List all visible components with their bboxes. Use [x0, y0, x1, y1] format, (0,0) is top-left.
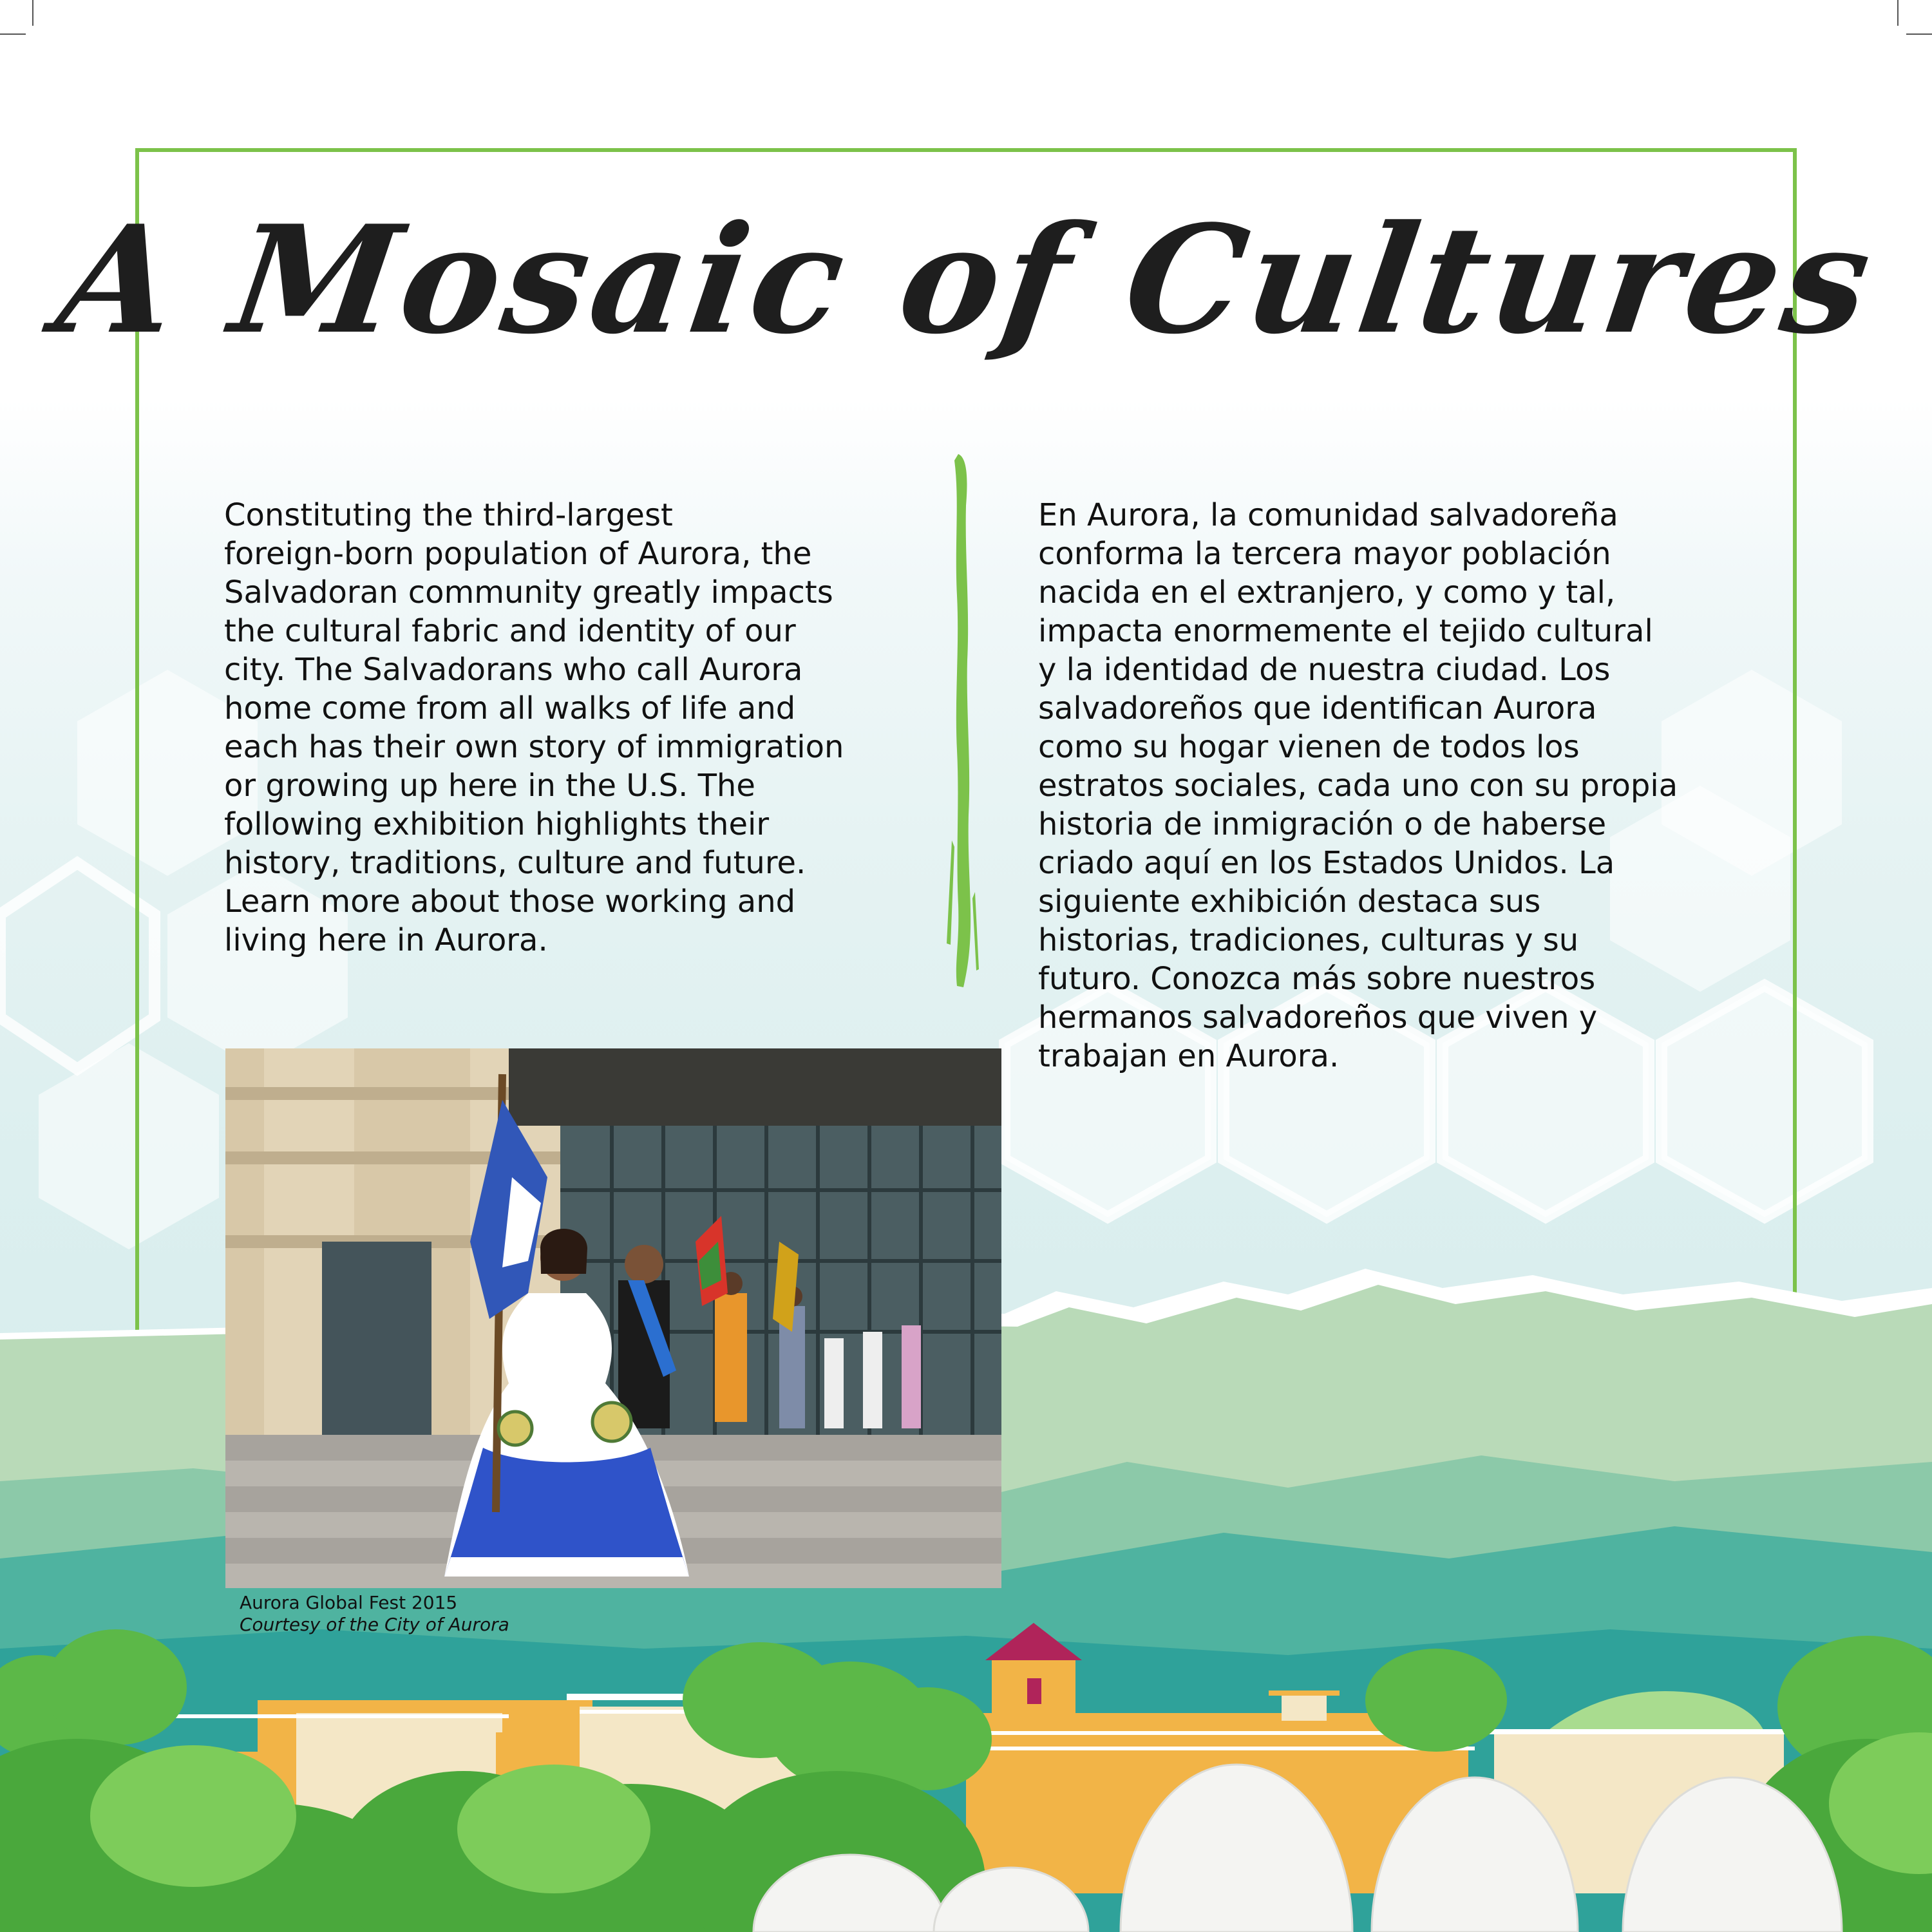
photo-caption — [240, 1592, 509, 1636]
page-title: A Mosaic of Cultures — [48, 193, 1884, 367]
event-photo — [225, 1048, 1001, 1588]
caption-title: Aurora Global Fest 2015 — [240, 1592, 458, 1613]
spanish-text: En Aurora, la comunidad salvadoreña conforma la tercera mayor población nacida en el extranjero, y como y tal, impacta enormemente el tejido cultural y la identidad de nuestra ciudad. Los salvadoreños que identifican Aurora como su hogar vienen de todos los estratos sociales, cada uno con su propia historia de inmigración o de haberse criado aquí en los Estados Unidos. La siguiente exhibición destaca sus historias, tradiciones, culturas y su futuro. Conozca más sobre nuestros hermanos salvadoreños que viven y trabajan en Aurora. — [1038, 497, 1678, 1074]
english-text: Constituting the third-largest foreign-born population of Aurora, the Salvadoran community greatly impacts the cultural fabric and identity of our city. The Salvadorans who call Aurora home come from all walks of life and each has their own story of immigration or growing up here in the U.S. The following exhibition highlights their history, traditions, culture and future. Learn more about those working and living here in Aurora. — [224, 497, 844, 958]
caption-credit: Courtesy of the City of Aurora — [240, 1614, 509, 1635]
photo-illustration — [225, 1048, 1001, 1588]
